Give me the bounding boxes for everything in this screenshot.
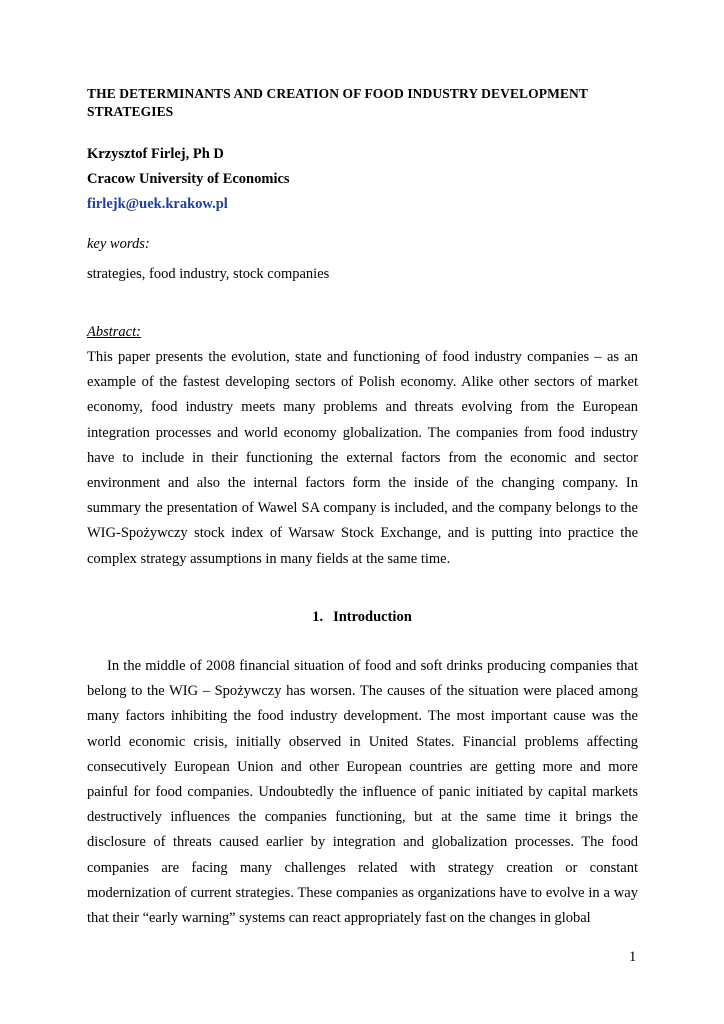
section-heading: [0, 608, 724, 626]
keywords-label: key words:: [87, 236, 150, 252]
author-name: Krzysztof Firlej, Ph D: [87, 146, 224, 162]
page-number: 1: [629, 949, 637, 965]
author-email-link[interactable]: firlejk@uek.krakow.pl: [87, 196, 228, 212]
abstract-label: Abstract:: [87, 324, 141, 340]
keywords-list: strategies, food industry, stock companies: [87, 266, 330, 282]
author-affiliation: Cracow University of Economics: [87, 171, 290, 187]
section-title: Introduction: [333, 609, 412, 625]
section-number: 1.: [312, 609, 324, 625]
paper-title: THE DETERMINANTS AND CREATION OF FOOD INDUSTRY DEVELOPMENT STRATEGIES: [87, 86, 588, 119]
abstract-text: This paper presents the evolution, state and functioning of food industry companies – as an example of the fastest developing sectors of Polish economy. Alike other sectors of market economy, food industry meets many problems and threats evolving from the European integration processes and world economy globalization. The companies from food industry have to include in their functioning the external factors from the economic and sector environment and also the internal factors form the inside of the changing company. In summary the presentation of Wawel SA company is included, and the company belongs to the WIG-Spożywczy stock index of Warsaw Stock Exchange, and is putting into practice the complex strategy assumptions in many fields at the same time.: [87, 349, 638, 567]
introduction-text: In the middle of 2008 financial situation of food and soft drinks producing companies that belong to the WIG – Spożywczy has worsen. The causes of the situation were placed among many factors inhibiting the food industry development. The most important cause was the world economic crisis, initially observed in United States. Financial problems affecting consecutively European Union and other European countries are getting more and more painful for food companies. Undoubtedly the influence of panic initiated by capital markets destructively influences the companies functioning, but at the same time it brings the disclosure of threats caused earlier by integration and globalization processes. The food companies are facing many challenges related with strategy creation or constant modernization of current strategies. These companies as organizations have to evolve in a way that their “early warning” systems can react appropriately fast on the changes in global: [87, 658, 638, 927]
